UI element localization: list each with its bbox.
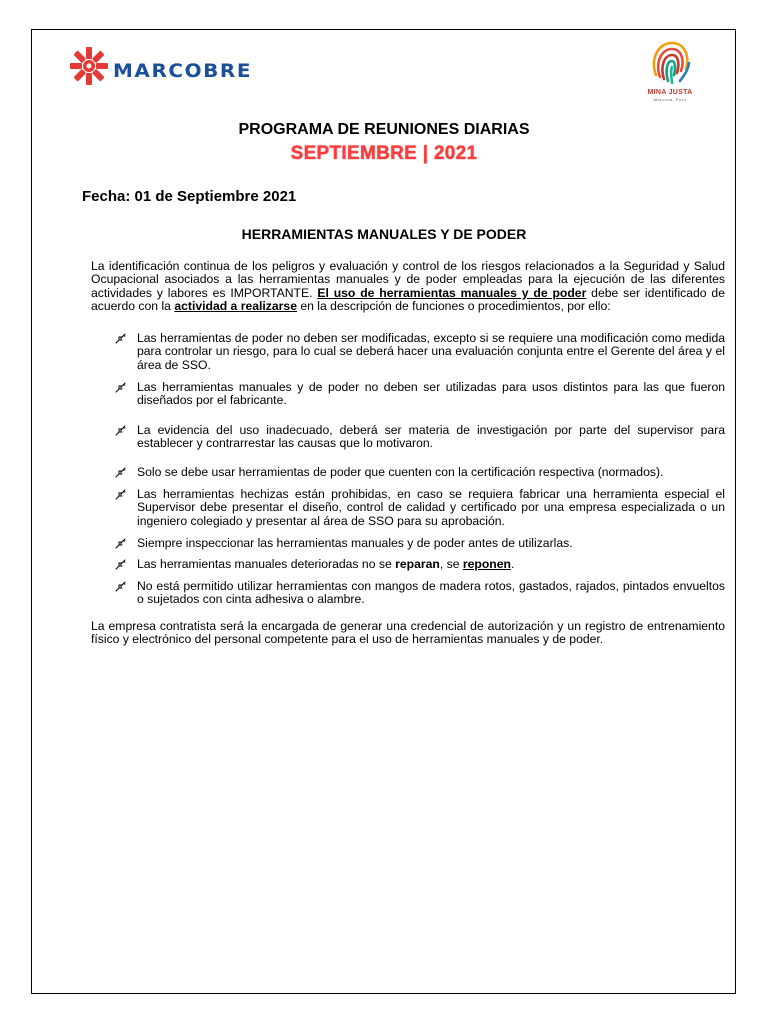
pointing-hand-icon — [115, 332, 127, 344]
list-item — [115, 580, 725, 607]
bullet-text-part: . — [510, 557, 515, 571]
pointing-hand-icon — [115, 537, 127, 549]
marcobre-wordmark: MARCOBRE — [113, 60, 253, 82]
fingerprint-icon — [648, 39, 692, 87]
pointing-hand-icon — [115, 466, 127, 478]
intro-emphasis: actividad a realizarse — [174, 298, 297, 313]
list-item — [115, 558, 725, 571]
pointing-hand-icon — [115, 381, 127, 393]
list-item — [115, 424, 725, 451]
list-item — [115, 537, 725, 550]
pointing-hand-icon — [115, 580, 127, 592]
bullet-text: Las herramientas de poder no deben ser modificadas, excepto si se requiere una modificación como medida para controlar un riesgo, para lo cual se deberá hacer una evaluación conjunta entre el Gerente del área y el área de SSO. — [137, 331, 725, 372]
bullet-text-part: Las herramientas manuales deterioradas no se — [137, 557, 396, 571]
mina-justa-logo — [640, 39, 700, 102]
mina-justa-name: MINA JUSTA — [647, 89, 693, 96]
pointing-hand-icon — [115, 424, 127, 436]
bullet-text: Siempre inspeccionar las herramientas manuales y de poder antes de utilizarlas. — [137, 536, 573, 550]
topic-heading: HERRAMIENTAS MANUALES Y DE PODER — [241, 226, 527, 242]
bullet-emphasis: reparan — [395, 557, 440, 571]
date-line: Fecha: 01 de Septiembre 2021 — [82, 188, 297, 205]
bullet-text: Las herramientas hechizas están prohibidas, en caso se requiera fabricar una herramienta especial el Supervisor debe presentar el diseño, control de calidad y certificado por una empresa especializada o un ingeniero colegiado y presentar al área de SSO para su aprobación. — [137, 487, 725, 528]
list-item — [115, 466, 725, 479]
pointing-hand-icon — [115, 488, 127, 500]
month-heading: SEPTIEMBRE | 2021 — [290, 143, 478, 164]
intro-text: debe ser identificado de acuerdo con la — [91, 285, 725, 313]
closing-paragraph: La empresa contratista será la encargada de generar una credencial de autorización y un registro de entrenamiento físico y electrónico del personal competente para el uso de herramientas manuales y de poder. — [91, 619, 725, 647]
list-item — [115, 381, 725, 408]
bullet-emphasis: reponen — [462, 557, 511, 571]
bullet-text-part: , se — [439, 557, 463, 571]
intro-text: La identificación continua de los peligros y evaluación y control de los riesgos relacionados a la Seguridad y Salud Ocupacional asociados a las herramientas manuales y de poder empleadas para la ejecución de las diferentes actividades y labores es IMPORTANTE. — [91, 259, 725, 300]
list-item — [115, 488, 725, 528]
marcobre-logo — [69, 46, 253, 86]
intro-text: en la descripción de funciones o procedimientos, por ello: — [296, 298, 611, 313]
list-item — [115, 332, 725, 372]
mina-justa-location: Marcona, Perú — [653, 97, 687, 102]
page-title: PROGRAMA DE REUNIONES DIARIAS — [238, 121, 530, 138]
bullet-text — [137, 558, 725, 571]
bullet-text: La evidencia del uso inadecuado, deberá ser materia de investigación por parte del supervisor para establecer y contrarrestar las causas que lo motivaron. — [137, 423, 725, 451]
bullet-text: Las herramientas manuales y de poder no deben ser utilizadas para usos distintos para las que fueron diseñados por el fabricante. — [137, 380, 725, 408]
pointing-hand-icon — [115, 558, 127, 570]
intro-emphasis: El uso de herramientas manuales y de poder — [317, 285, 587, 300]
bullet-text: No está permitido utilizar herramientas con mangos de madera rotos, gastados, rajados, pintados envueltos o sujetados con cinta adhesiva o alambre. — [137, 579, 725, 607]
bullet-text: Solo se debe usar herramientas de poder que cuenten con la certificación respectiva (normados). — [137, 465, 664, 479]
intro-paragraph — [91, 260, 725, 313]
marcobre-emblem-icon — [69, 46, 109, 86]
